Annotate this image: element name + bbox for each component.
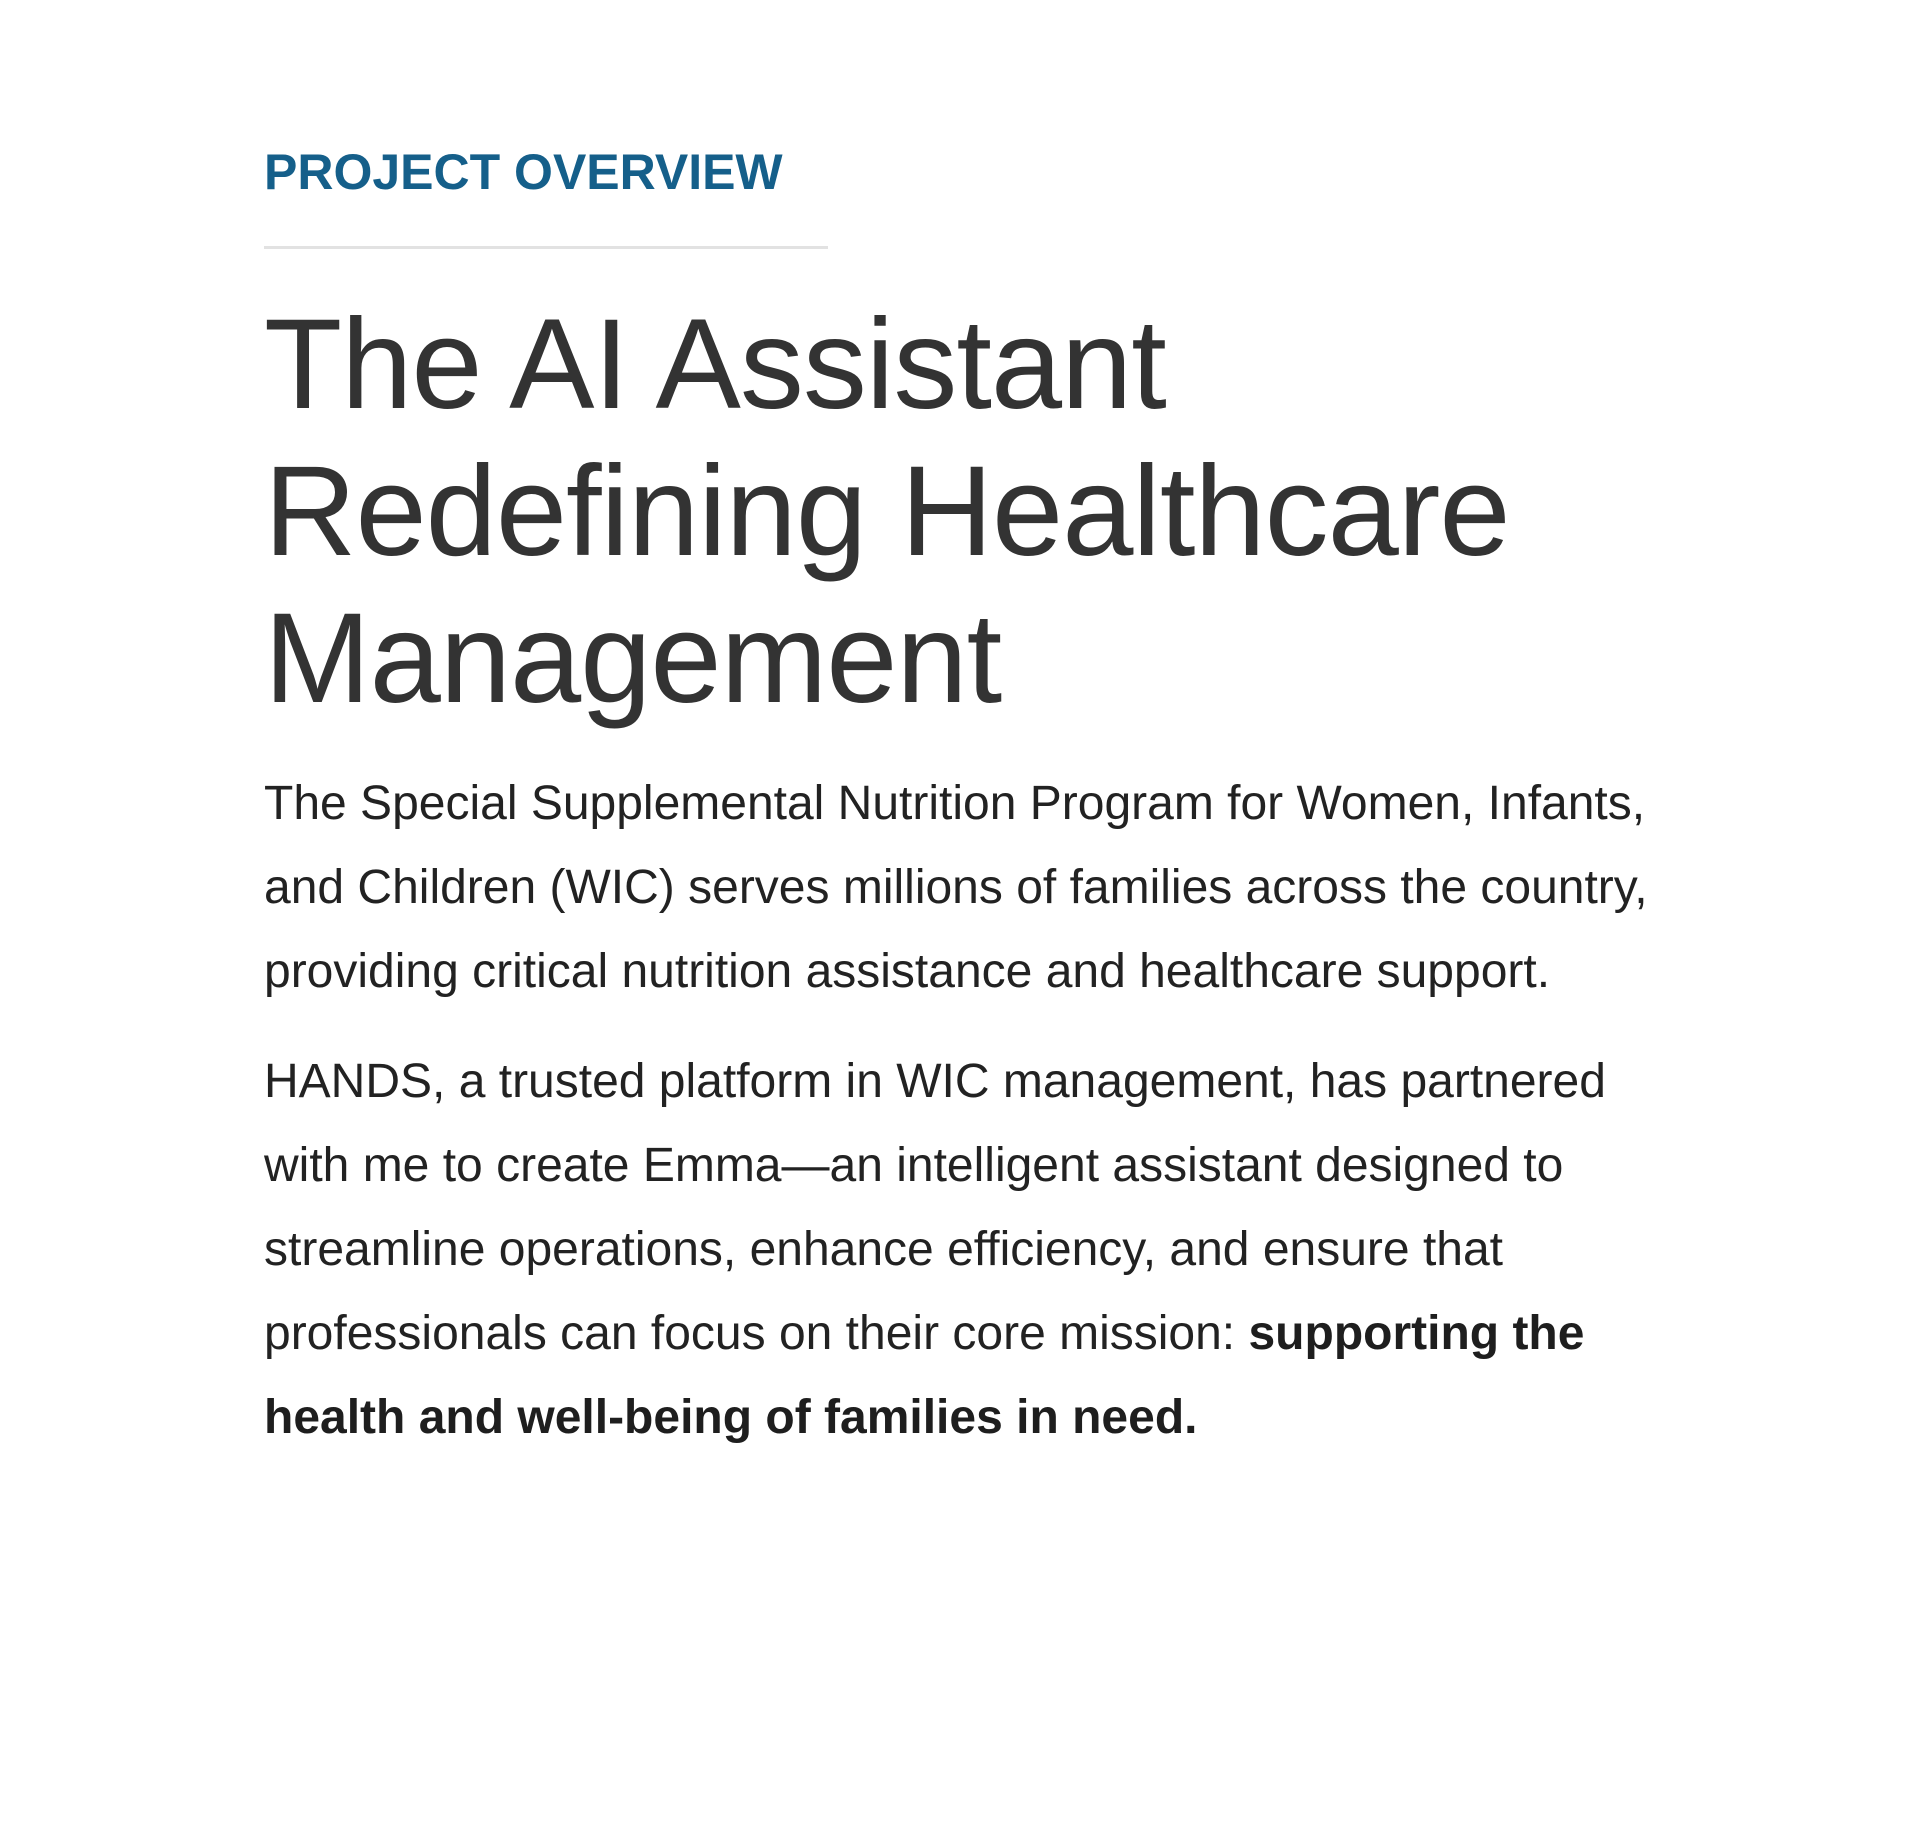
intro-paragraph: The Special Supplemental Nutrition Program for Women, Infants, and Children (WIC) serves millions of families across the country, providing critical nutrition assistance and healthcare support. [264, 777, 1648, 998]
title-line-3: Management [264, 587, 1002, 730]
page-title [264, 291, 1684, 732]
mission-emphasis: supporting the health and well-being of families in need. [264, 1307, 1585, 1444]
mission-paragraph-text: HANDS, a trusted platform in WIC management, has partnered with me to create Emma—an intelligent assistant designed to streamline operations, enhance efficiency, and ensure that professionals can focus on their core mission: [264, 1055, 1606, 1360]
section-divider [264, 246, 828, 249]
section-eyebrow: PROJECT OVERVIEW [264, 144, 783, 200]
title-line-2: Redefining Healthcare [264, 440, 1510, 583]
title-line-1: The AI Assistant [264, 293, 1166, 436]
mission-paragraph [264, 1040, 1684, 1460]
project-overview-section [264, 140, 1684, 1460]
